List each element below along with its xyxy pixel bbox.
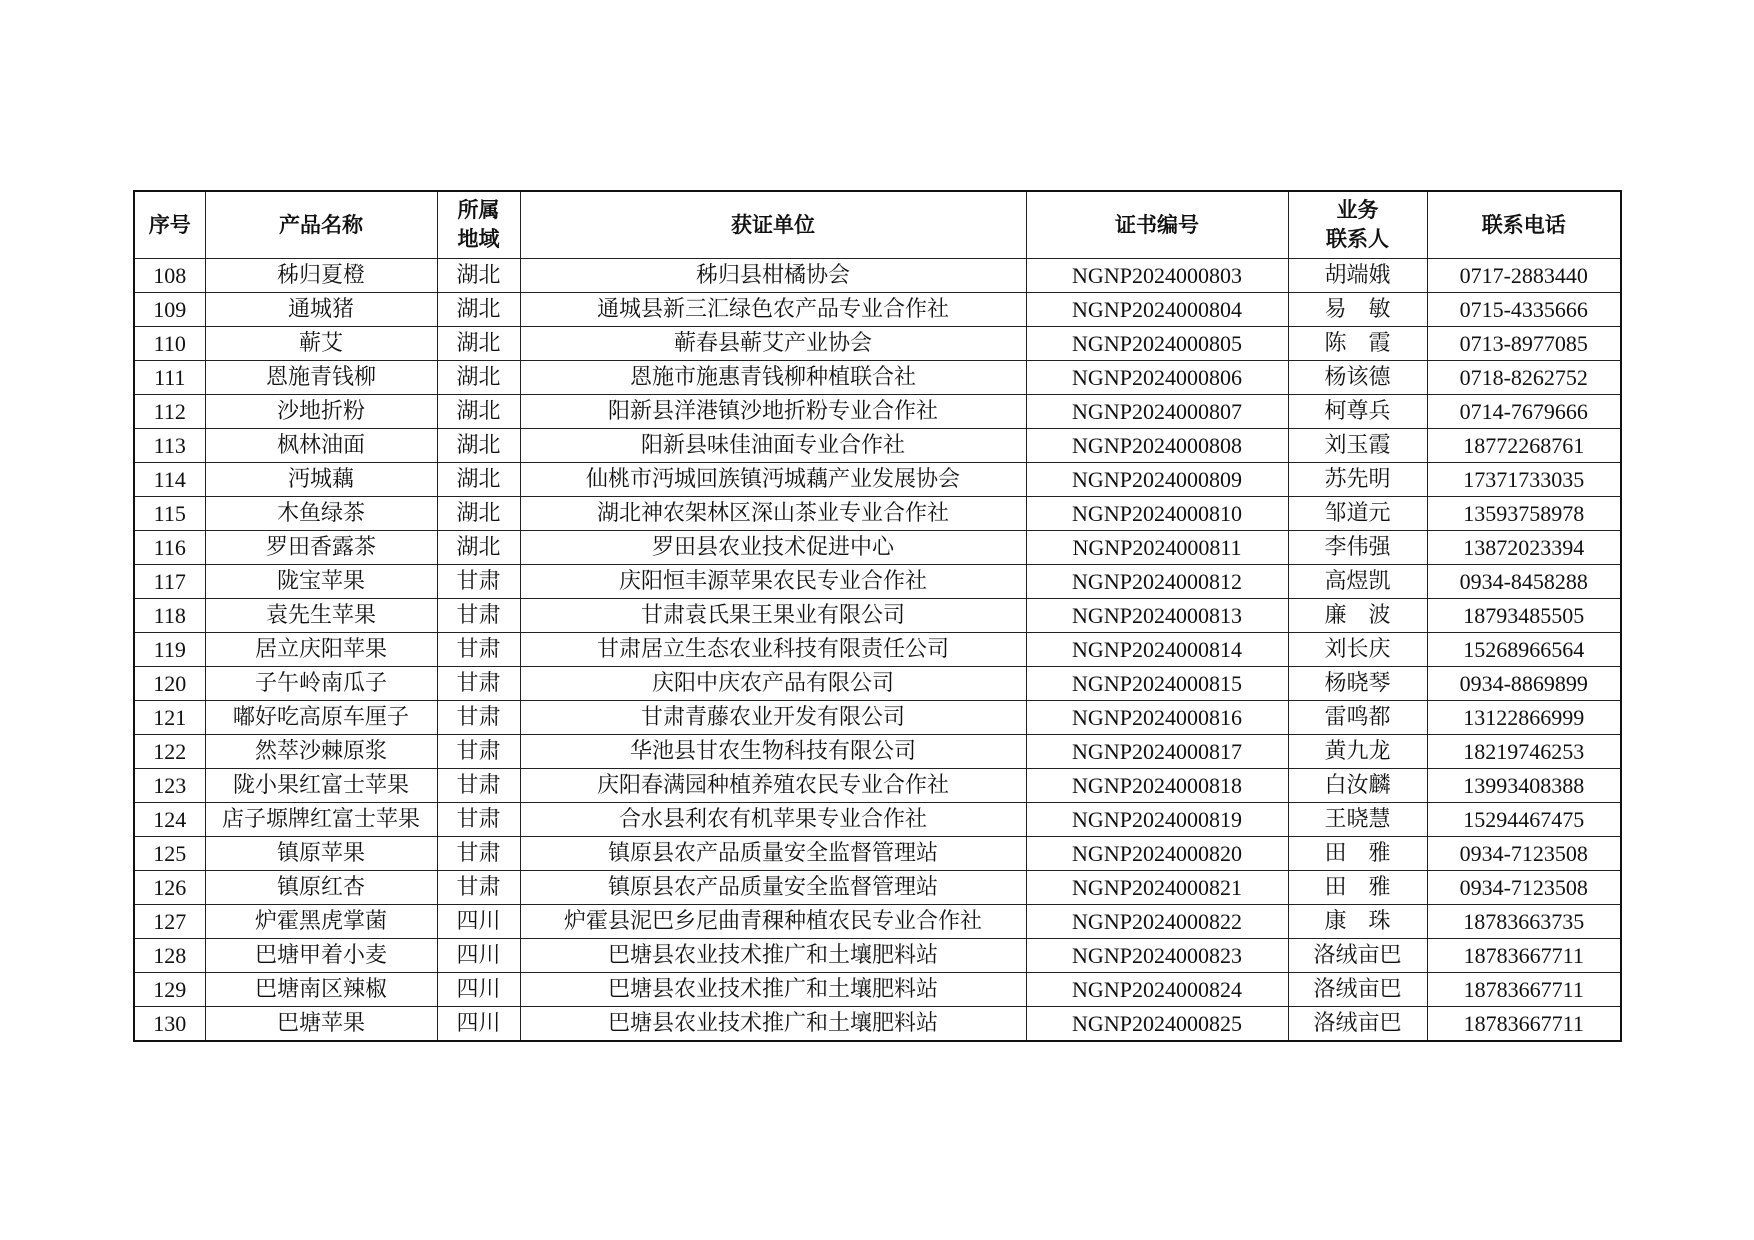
seq-cell: 130 [134, 1007, 205, 1042]
seq-cell: 128 [134, 939, 205, 973]
table-row [134, 905, 1621, 939]
table-row [134, 565, 1621, 599]
seq-cell: 113 [134, 429, 205, 463]
product-name-cell: 沔城藕 [205, 463, 437, 497]
region-cell: 甘肃 [437, 599, 520, 633]
certificate-number-cell: NGNP2024000822 [1026, 905, 1288, 939]
product-name-cell: 炉霍黑虎掌菌 [205, 905, 437, 939]
table-row [134, 293, 1621, 327]
table-row [134, 633, 1621, 667]
certificate-number-cell: NGNP2024000819 [1026, 803, 1288, 837]
phone-cell: 0714-7679666 [1427, 395, 1621, 429]
table-row [134, 531, 1621, 565]
certified-unit-cell: 蕲春县蕲艾产业协会 [520, 327, 1026, 361]
region-cell: 湖北 [437, 293, 520, 327]
table-row [134, 667, 1621, 701]
phone-cell: 0934-8869899 [1427, 667, 1621, 701]
table-row [134, 973, 1621, 1007]
contact-person-cell: 康 珠 [1288, 905, 1427, 939]
certificate-number-cell: NGNP2024000807 [1026, 395, 1288, 429]
region-cell: 甘肃 [437, 701, 520, 735]
contact-person-cell: 杨该德 [1288, 361, 1427, 395]
table-header-row [134, 191, 1621, 259]
phone-cell: 13593758978 [1427, 497, 1621, 531]
certified-unit-cell: 罗田县农业技术促进中心 [520, 531, 1026, 565]
table-row [134, 497, 1621, 531]
contact-person-cell: 廉 波 [1288, 599, 1427, 633]
region-cell: 湖北 [437, 395, 520, 429]
contact-person-cell: 白汝麟 [1288, 769, 1427, 803]
certificate-number-cell: NGNP2024000824 [1026, 973, 1288, 1007]
certified-unit-cell: 湖北神农架林区深山茶业专业合作社 [520, 497, 1026, 531]
table-row [134, 259, 1621, 293]
seq-cell: 123 [134, 769, 205, 803]
certified-unit-cell: 甘肃居立生态农业科技有限责任公司 [520, 633, 1026, 667]
phone-cell: 18783663735 [1427, 905, 1621, 939]
table-row [134, 701, 1621, 735]
product-name-cell: 秭归夏橙 [205, 259, 437, 293]
contact-person-cell: 苏先明 [1288, 463, 1427, 497]
contact-person-cell: 田 雅 [1288, 871, 1427, 905]
table-row [134, 769, 1621, 803]
region-cell: 甘肃 [437, 837, 520, 871]
contact-person-cell: 邹道元 [1288, 497, 1427, 531]
header-unit: 获证单位 [520, 191, 1026, 259]
phone-cell: 18793485505 [1427, 599, 1621, 633]
certificate-number-cell: NGNP2024000815 [1026, 667, 1288, 701]
certified-unit-cell: 巴塘县农业技术推广和土壤肥料站 [520, 1007, 1026, 1042]
region-cell: 甘肃 [437, 803, 520, 837]
certified-unit-cell: 甘肃袁氏果王果业有限公司 [520, 599, 1026, 633]
seq-cell: 114 [134, 463, 205, 497]
header-region-label: 所属 地域 [457, 198, 500, 251]
certificate-number-cell: NGNP2024000816 [1026, 701, 1288, 735]
table-body [134, 259, 1621, 1042]
product-name-cell: 镇原苹果 [205, 837, 437, 871]
phone-cell: 15268966564 [1427, 633, 1621, 667]
region-cell: 湖北 [437, 531, 520, 565]
phone-cell: 18783667711 [1427, 1007, 1621, 1042]
certificate-number-cell: NGNP2024000823 [1026, 939, 1288, 973]
certified-unit-cell: 华池县甘农生物科技有限公司 [520, 735, 1026, 769]
product-name-cell: 然萃沙棘原浆 [205, 735, 437, 769]
table-row [134, 599, 1621, 633]
product-name-cell: 嘟好吃高原车厘子 [205, 701, 437, 735]
contact-person-cell: 李伟强 [1288, 531, 1427, 565]
region-cell: 湖北 [437, 327, 520, 361]
phone-cell: 18772268761 [1427, 429, 1621, 463]
seq-cell: 118 [134, 599, 205, 633]
header-seq: 序号 [134, 191, 205, 259]
seq-cell: 117 [134, 565, 205, 599]
contact-person-cell: 王晓慧 [1288, 803, 1427, 837]
table-row [134, 871, 1621, 905]
phone-cell: 18783667711 [1427, 973, 1621, 1007]
phone-cell: 13122866999 [1427, 701, 1621, 735]
table-row [134, 361, 1621, 395]
product-name-cell: 巴塘苹果 [205, 1007, 437, 1042]
product-name-cell: 蕲艾 [205, 327, 437, 361]
certified-unit-cell: 庆阳中庆农产品有限公司 [520, 667, 1026, 701]
seq-cell: 108 [134, 259, 205, 293]
product-name-cell: 镇原红杏 [205, 871, 437, 905]
region-cell: 湖北 [437, 497, 520, 531]
certificate-number-cell: NGNP2024000820 [1026, 837, 1288, 871]
certificate-number-cell: NGNP2024000818 [1026, 769, 1288, 803]
certified-unit-cell: 仙桃市沔城回族镇沔城藕产业发展协会 [520, 463, 1026, 497]
certificate-number-cell: NGNP2024000811 [1026, 531, 1288, 565]
certified-unit-cell: 通城县新三汇绿色农产品专业合作社 [520, 293, 1026, 327]
product-name-cell: 沙地折粉 [205, 395, 437, 429]
phone-cell: 18219746253 [1427, 735, 1621, 769]
certificate-number-cell: NGNP2024000817 [1026, 735, 1288, 769]
certificate-number-cell: NGNP2024000812 [1026, 565, 1288, 599]
region-cell: 甘肃 [437, 633, 520, 667]
table-row [134, 463, 1621, 497]
product-name-cell: 陇小果红富士苹果 [205, 769, 437, 803]
certified-unit-cell: 秭归县柑橘协会 [520, 259, 1026, 293]
phone-cell: 13993408388 [1427, 769, 1621, 803]
table-row [134, 429, 1621, 463]
product-name-cell: 木鱼绿茶 [205, 497, 437, 531]
phone-cell: 0934-8458288 [1427, 565, 1621, 599]
phone-cell: 15294467475 [1427, 803, 1621, 837]
region-cell: 四川 [437, 939, 520, 973]
region-cell: 甘肃 [437, 871, 520, 905]
certificate-number-cell: NGNP2024000805 [1026, 327, 1288, 361]
certificate-number-cell: NGNP2024000804 [1026, 293, 1288, 327]
certificate-number-cell: NGNP2024000808 [1026, 429, 1288, 463]
certificate-table [133, 190, 1622, 1042]
seq-cell: 124 [134, 803, 205, 837]
region-cell: 湖北 [437, 361, 520, 395]
product-name-cell: 陇宝苹果 [205, 565, 437, 599]
contact-person-cell: 陈 霞 [1288, 327, 1427, 361]
phone-cell: 0717-2883440 [1427, 259, 1621, 293]
certified-unit-cell: 合水县利农有机苹果专业合作社 [520, 803, 1026, 837]
seq-cell: 119 [134, 633, 205, 667]
table-row [134, 735, 1621, 769]
contact-person-cell: 黄九龙 [1288, 735, 1427, 769]
header-product: 产品名称 [205, 191, 437, 259]
table-row [134, 1007, 1621, 1042]
region-cell: 湖北 [437, 259, 520, 293]
contact-person-cell: 刘玉霞 [1288, 429, 1427, 463]
seq-cell: 129 [134, 973, 205, 1007]
table-row [134, 803, 1621, 837]
phone-cell: 0713-8977085 [1427, 327, 1621, 361]
contact-person-cell: 杨晓琴 [1288, 667, 1427, 701]
header-contact-label: 业务 联系人 [1326, 198, 1389, 251]
certificate-number-cell: NGNP2024000809 [1026, 463, 1288, 497]
product-name-cell: 巴塘甲着小麦 [205, 939, 437, 973]
product-name-cell: 枫林油面 [205, 429, 437, 463]
contact-person-cell: 洛绒亩巴 [1288, 973, 1427, 1007]
table-row [134, 837, 1621, 871]
seq-cell: 112 [134, 395, 205, 429]
certified-unit-cell: 巴塘县农业技术推广和土壤肥料站 [520, 939, 1026, 973]
certified-unit-cell: 庆阳春满园种植养殖农民专业合作社 [520, 769, 1026, 803]
product-name-cell: 恩施青钱柳 [205, 361, 437, 395]
region-cell: 四川 [437, 905, 520, 939]
phone-cell: 13872023394 [1427, 531, 1621, 565]
certificate-number-cell: NGNP2024000803 [1026, 259, 1288, 293]
contact-person-cell: 胡端娥 [1288, 259, 1427, 293]
header-phone: 联系电话 [1427, 191, 1621, 259]
header-cert: 证书编号 [1026, 191, 1288, 259]
phone-cell: 0934-7123508 [1427, 871, 1621, 905]
header-region [437, 191, 520, 259]
table-row [134, 939, 1621, 973]
certified-unit-cell: 庆阳恒丰源苹果农民专业合作社 [520, 565, 1026, 599]
certificate-number-cell: NGNP2024000813 [1026, 599, 1288, 633]
contact-person-cell: 雷鸣都 [1288, 701, 1427, 735]
product-name-cell: 子午岭南瓜子 [205, 667, 437, 701]
region-cell: 甘肃 [437, 735, 520, 769]
product-name-cell: 巴塘南区辣椒 [205, 973, 437, 1007]
seq-cell: 126 [134, 871, 205, 905]
certified-unit-cell: 巴塘县农业技术推广和土壤肥料站 [520, 973, 1026, 1007]
contact-person-cell: 洛绒亩巴 [1288, 1007, 1427, 1042]
seq-cell: 127 [134, 905, 205, 939]
seq-cell: 121 [134, 701, 205, 735]
region-cell: 湖北 [437, 429, 520, 463]
contact-person-cell: 高煜凯 [1288, 565, 1427, 599]
product-name-cell: 店子塬牌红富士苹果 [205, 803, 437, 837]
region-cell: 甘肃 [437, 769, 520, 803]
region-cell: 四川 [437, 1007, 520, 1042]
header-contact [1288, 191, 1427, 259]
certified-unit-cell: 镇原县农产品质量安全监督管理站 [520, 871, 1026, 905]
phone-cell: 0715-4335666 [1427, 293, 1621, 327]
certified-unit-cell: 阳新县洋港镇沙地折粉专业合作社 [520, 395, 1026, 429]
product-name-cell: 通城猪 [205, 293, 437, 327]
phone-cell: 0718-8262752 [1427, 361, 1621, 395]
seq-cell: 110 [134, 327, 205, 361]
region-cell: 甘肃 [437, 565, 520, 599]
certified-unit-cell: 炉霍县泥巴乡尼曲青稞种植农民专业合作社 [520, 905, 1026, 939]
seq-cell: 111 [134, 361, 205, 395]
certificate-number-cell: NGNP2024000810 [1026, 497, 1288, 531]
table-row [134, 327, 1621, 361]
contact-person-cell: 易 敏 [1288, 293, 1427, 327]
certificate-number-cell: NGNP2024000806 [1026, 361, 1288, 395]
certified-unit-cell: 阳新县味佳油面专业合作社 [520, 429, 1026, 463]
certified-unit-cell: 甘肃青藤农业开发有限公司 [520, 701, 1026, 735]
contact-person-cell: 刘长庆 [1288, 633, 1427, 667]
certified-unit-cell: 恩施市施惠青钱柳种植联合社 [520, 361, 1026, 395]
product-name-cell: 罗田香露茶 [205, 531, 437, 565]
seq-cell: 122 [134, 735, 205, 769]
certificate-number-cell: NGNP2024000825 [1026, 1007, 1288, 1042]
region-cell: 甘肃 [437, 667, 520, 701]
seq-cell: 115 [134, 497, 205, 531]
seq-cell: 125 [134, 837, 205, 871]
phone-cell: 17371733035 [1427, 463, 1621, 497]
product-name-cell: 居立庆阳苹果 [205, 633, 437, 667]
table-row [134, 395, 1621, 429]
certified-unit-cell: 镇原县农产品质量安全监督管理站 [520, 837, 1026, 871]
seq-cell: 109 [134, 293, 205, 327]
phone-cell: 18783667711 [1427, 939, 1621, 973]
contact-person-cell: 田 雅 [1288, 837, 1427, 871]
certificate-number-cell: NGNP2024000821 [1026, 871, 1288, 905]
region-cell: 湖北 [437, 463, 520, 497]
seq-cell: 120 [134, 667, 205, 701]
contact-person-cell: 洛绒亩巴 [1288, 939, 1427, 973]
contact-person-cell: 柯尊兵 [1288, 395, 1427, 429]
phone-cell: 0934-7123508 [1427, 837, 1621, 871]
seq-cell: 116 [134, 531, 205, 565]
certificate-number-cell: NGNP2024000814 [1026, 633, 1288, 667]
product-name-cell: 袁先生苹果 [205, 599, 437, 633]
region-cell: 四川 [437, 973, 520, 1007]
